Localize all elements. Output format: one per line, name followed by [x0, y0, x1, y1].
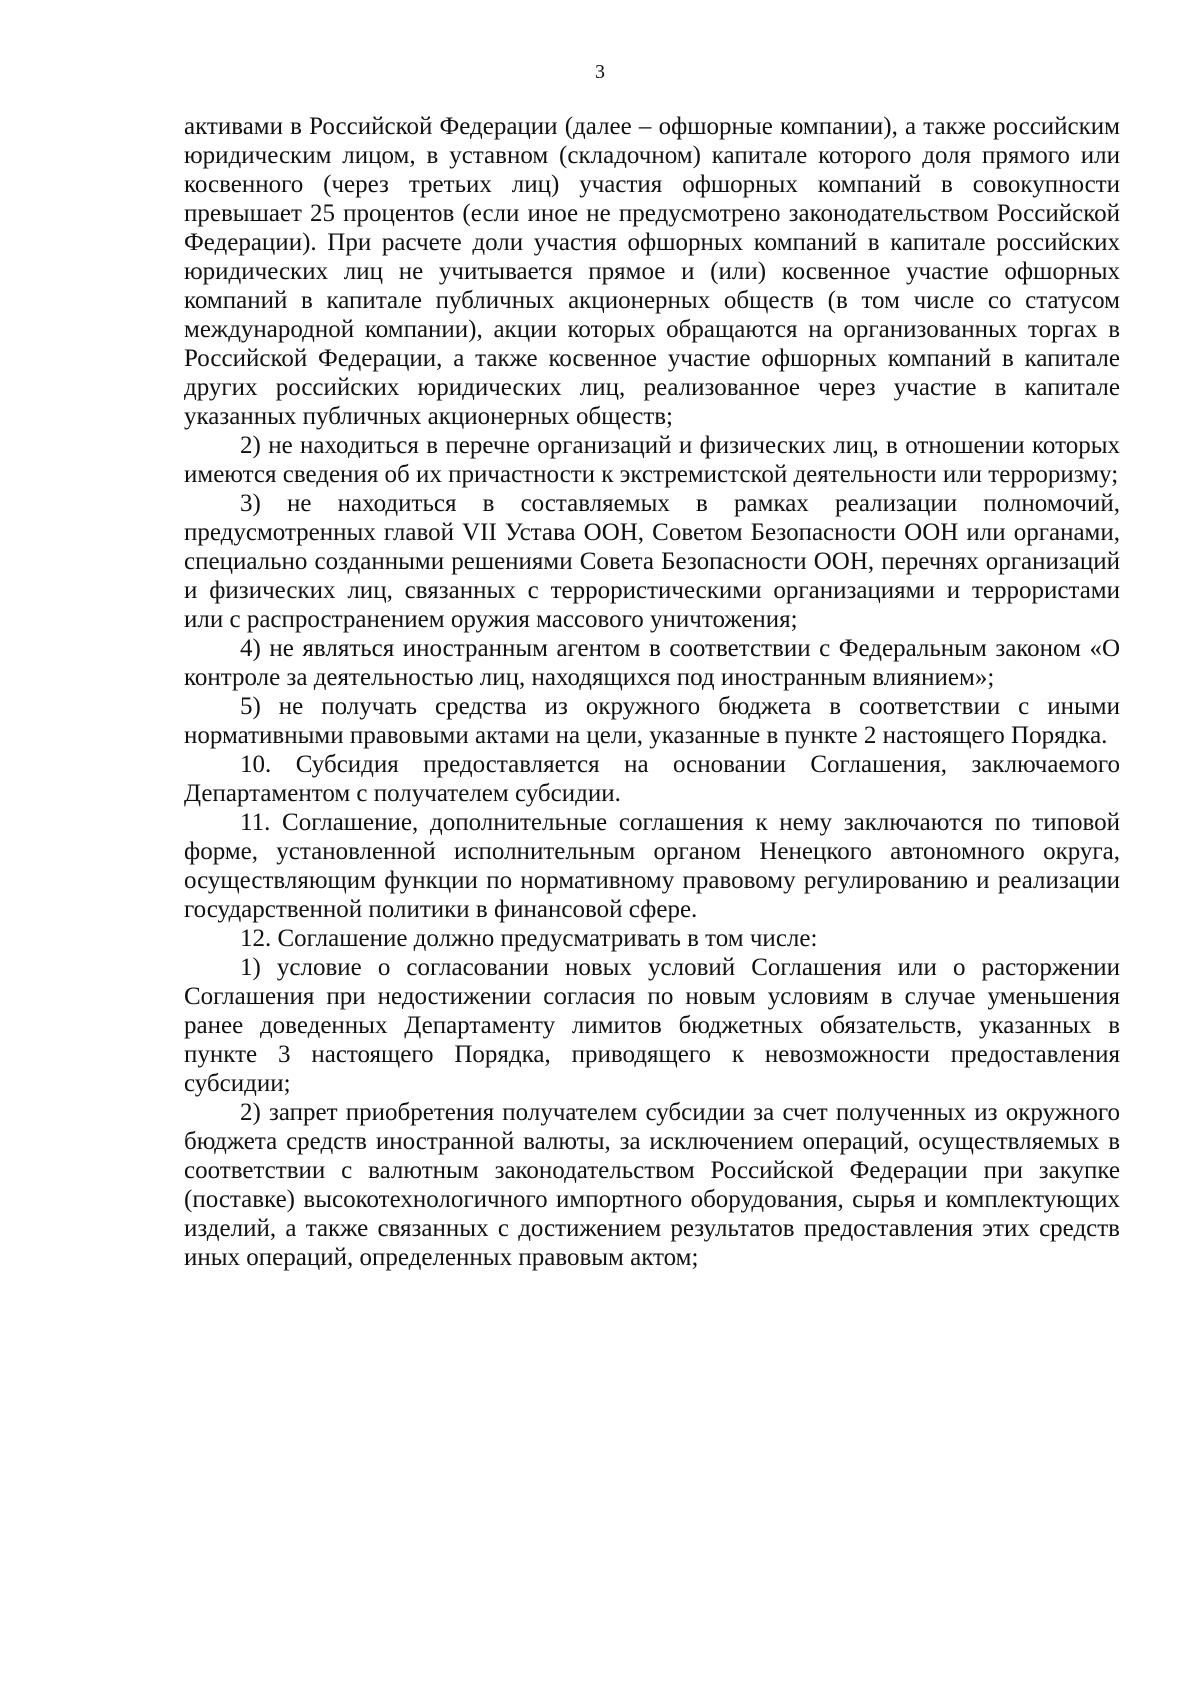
- paragraph-item-2-extremism: 2) не находиться в перечне организаций и физических лиц, в отношении которых имеются сведения об их причастности к экстремистской деятельности или терроризму;: [184, 432, 1120, 488]
- paragraph-clause-11: 11. Соглашение, дополнительные соглашения к нему заключаются по типовой форме, установленной исполнительным органом Ненецкого автономного округа, осуществляющим функции по нормативному правовому регулированию и реализации государственной политики в финансовой сфере.: [184, 809, 1120, 923]
- paragraph-item-4-foreign-agent: 4) не являться иностранным агентом в соответствии с Федеральным законом «О контроле за деятельностью лиц, находящихся под иностранным влиянием»;: [184, 635, 1120, 691]
- paragraph-item-3-un-sanctions: 3) не находиться в составляемых в рамках реализации полномочий, предусмотренных главой VII Устава ООН, Советом Безопасности ООН или органами, специально созданными решениями Совета Безопасности ООН, перечнях организаций и физических лиц, связанных с террористическими организациями и террористами или с распространением оружия массового уничтожения;: [184, 490, 1120, 633]
- paragraph-clause-12-item-1: 1) условие о согласовании новых условий Соглашения или о расторжении Соглашения при недостижении согласия по новым условиям в случае уменьшения ранее доведенных Департаменту лимитов бюджетных обязательств, указанных в пункте 3 настоящего Порядка, приводящего к невозможности предоставления субсидии;: [184, 954, 1120, 1097]
- paragraph-clause-12-item-2: 2) запрет приобретения получателем субсидии за счет полученных из окружного бюджета средств иностранной валюты, за исключением операций, осуществляемых в соответствии с валютным законодательством Российской Федерации при закупке (поставке) высокотехнологичного импортного оборудования, сырья и комплектующих изделий, а также связанных с достижением результатов предоставления этих средств иных операций, определенных правовым актом;: [184, 1099, 1120, 1271]
- paragraph-offshore-continuation: активами в Российской Федерации (далее – офшорные компании), а также российским юридическим лицом, в уставном (складочном) капитале которого доля прямого или косвенного (через третьих лиц) участия офшорных компаний в совокупности превышает 25 процентов (если иное не предусмотрено законодательством Российской Федерации). При расчете доли участия офшорных компаний в капитале российских юридических лиц не учитывается прямое и (или) косвенное участие офшорных компаний в капитале публичных акционерных обществ (в том числе со статусом международной компании), акции которых обращаются на организованных торгах в Российской Федерации, а также косвенное участие офшорных компаний в капитале других российских юридических лиц, реализованное через участие в капитале указанных публичных акционерных обществ;: [184, 113, 1120, 430]
- paragraph-item-5-other-funds: 5) не получать средства из окружного бюджета в соответствии с иными нормативными правовыми актами на цели, указанные в пункте 2 настоящего Порядка.: [184, 693, 1120, 749]
- paragraph-clause-12: 12. Соглашение должно предусматривать в том числе:: [240, 925, 818, 952]
- page-number: 3: [595, 61, 605, 83]
- document-body: [184, 112, 1120, 1272]
- paragraph-clause-10: 10. Субсидия предоставляется на основании Соглашения, заключаемого Департаментом с получателем субсидии.: [184, 751, 1120, 807]
